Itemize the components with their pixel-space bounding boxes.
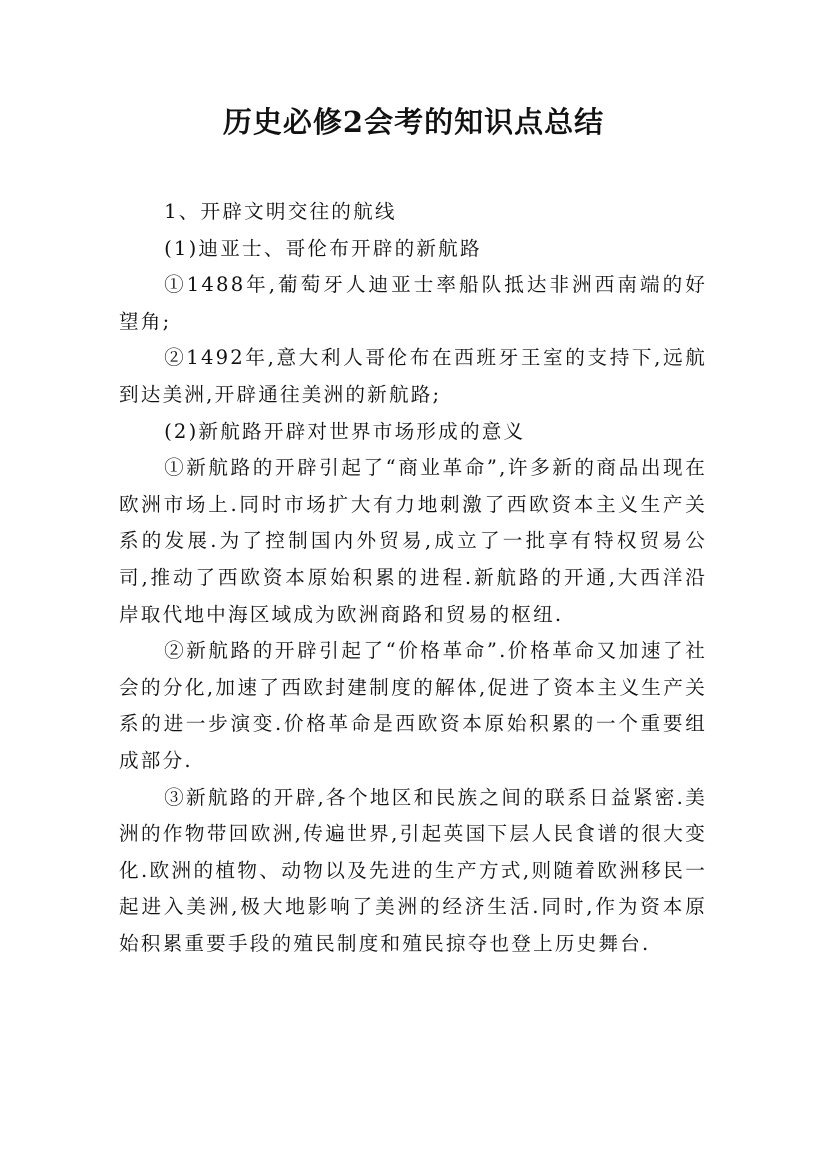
document-title: 历史必修2会考的知识点总结 (222, 105, 605, 139)
subsection-heading: (2)新航路开辟对世界市场形成的意义 (164, 419, 526, 443)
subsection-heading: (1)迪亚士、哥伦布开辟的新航路 (164, 236, 482, 260)
paragraph: ③新航路的开辟,各个地区和民族之间的联系日益紧密.美洲的作物带回欧洲,传遍世界,引起英国下层人民食谱的很大变化.欧洲的植物、动物以及先进的生产方式,则随着欧洲移民一起进入美洲,极大地影响了美洲的经济生活.同时,作为资本原始积累重要手段的殖民制度和殖民掠夺也登上历史舞台. (119, 785, 707, 955)
paragraph: ②新航路的开辟引起了“价格革命”.价格革命又加速了社会的分化,加速了西欧封建制度的解体,促进了资本主义生产关系的进一步演变.价格革命是西欧资本原始积累的一个重要组成部分. (119, 639, 707, 772)
paragraph: ①新航路的开辟引起了“商业革命”,许多新的商品出现在欧洲市场上.同时市场扩大有力地刺激了西欧资本主义生产关系的发展.为了控制国内外贸易,成立了一批享有特权贸易公司,推动了西欧资本原始积累的进程.新航路的开通,大西洋沿岸取代地中海区域成为欧洲商路和贸易的枢纽. (119, 456, 707, 626)
paragraph: ②1492年,意大利人哥伦布在西班牙王室的支持下,远航到达美洲,开辟通往美洲的新航路; (119, 346, 707, 406)
paragraph: ①1488年,葡萄牙人迪亚士率船队抵达非洲西南端的好望角; (119, 273, 707, 333)
document-body (119, 194, 707, 962)
section-heading: 1、开辟文明交往的航线 (164, 200, 397, 223)
